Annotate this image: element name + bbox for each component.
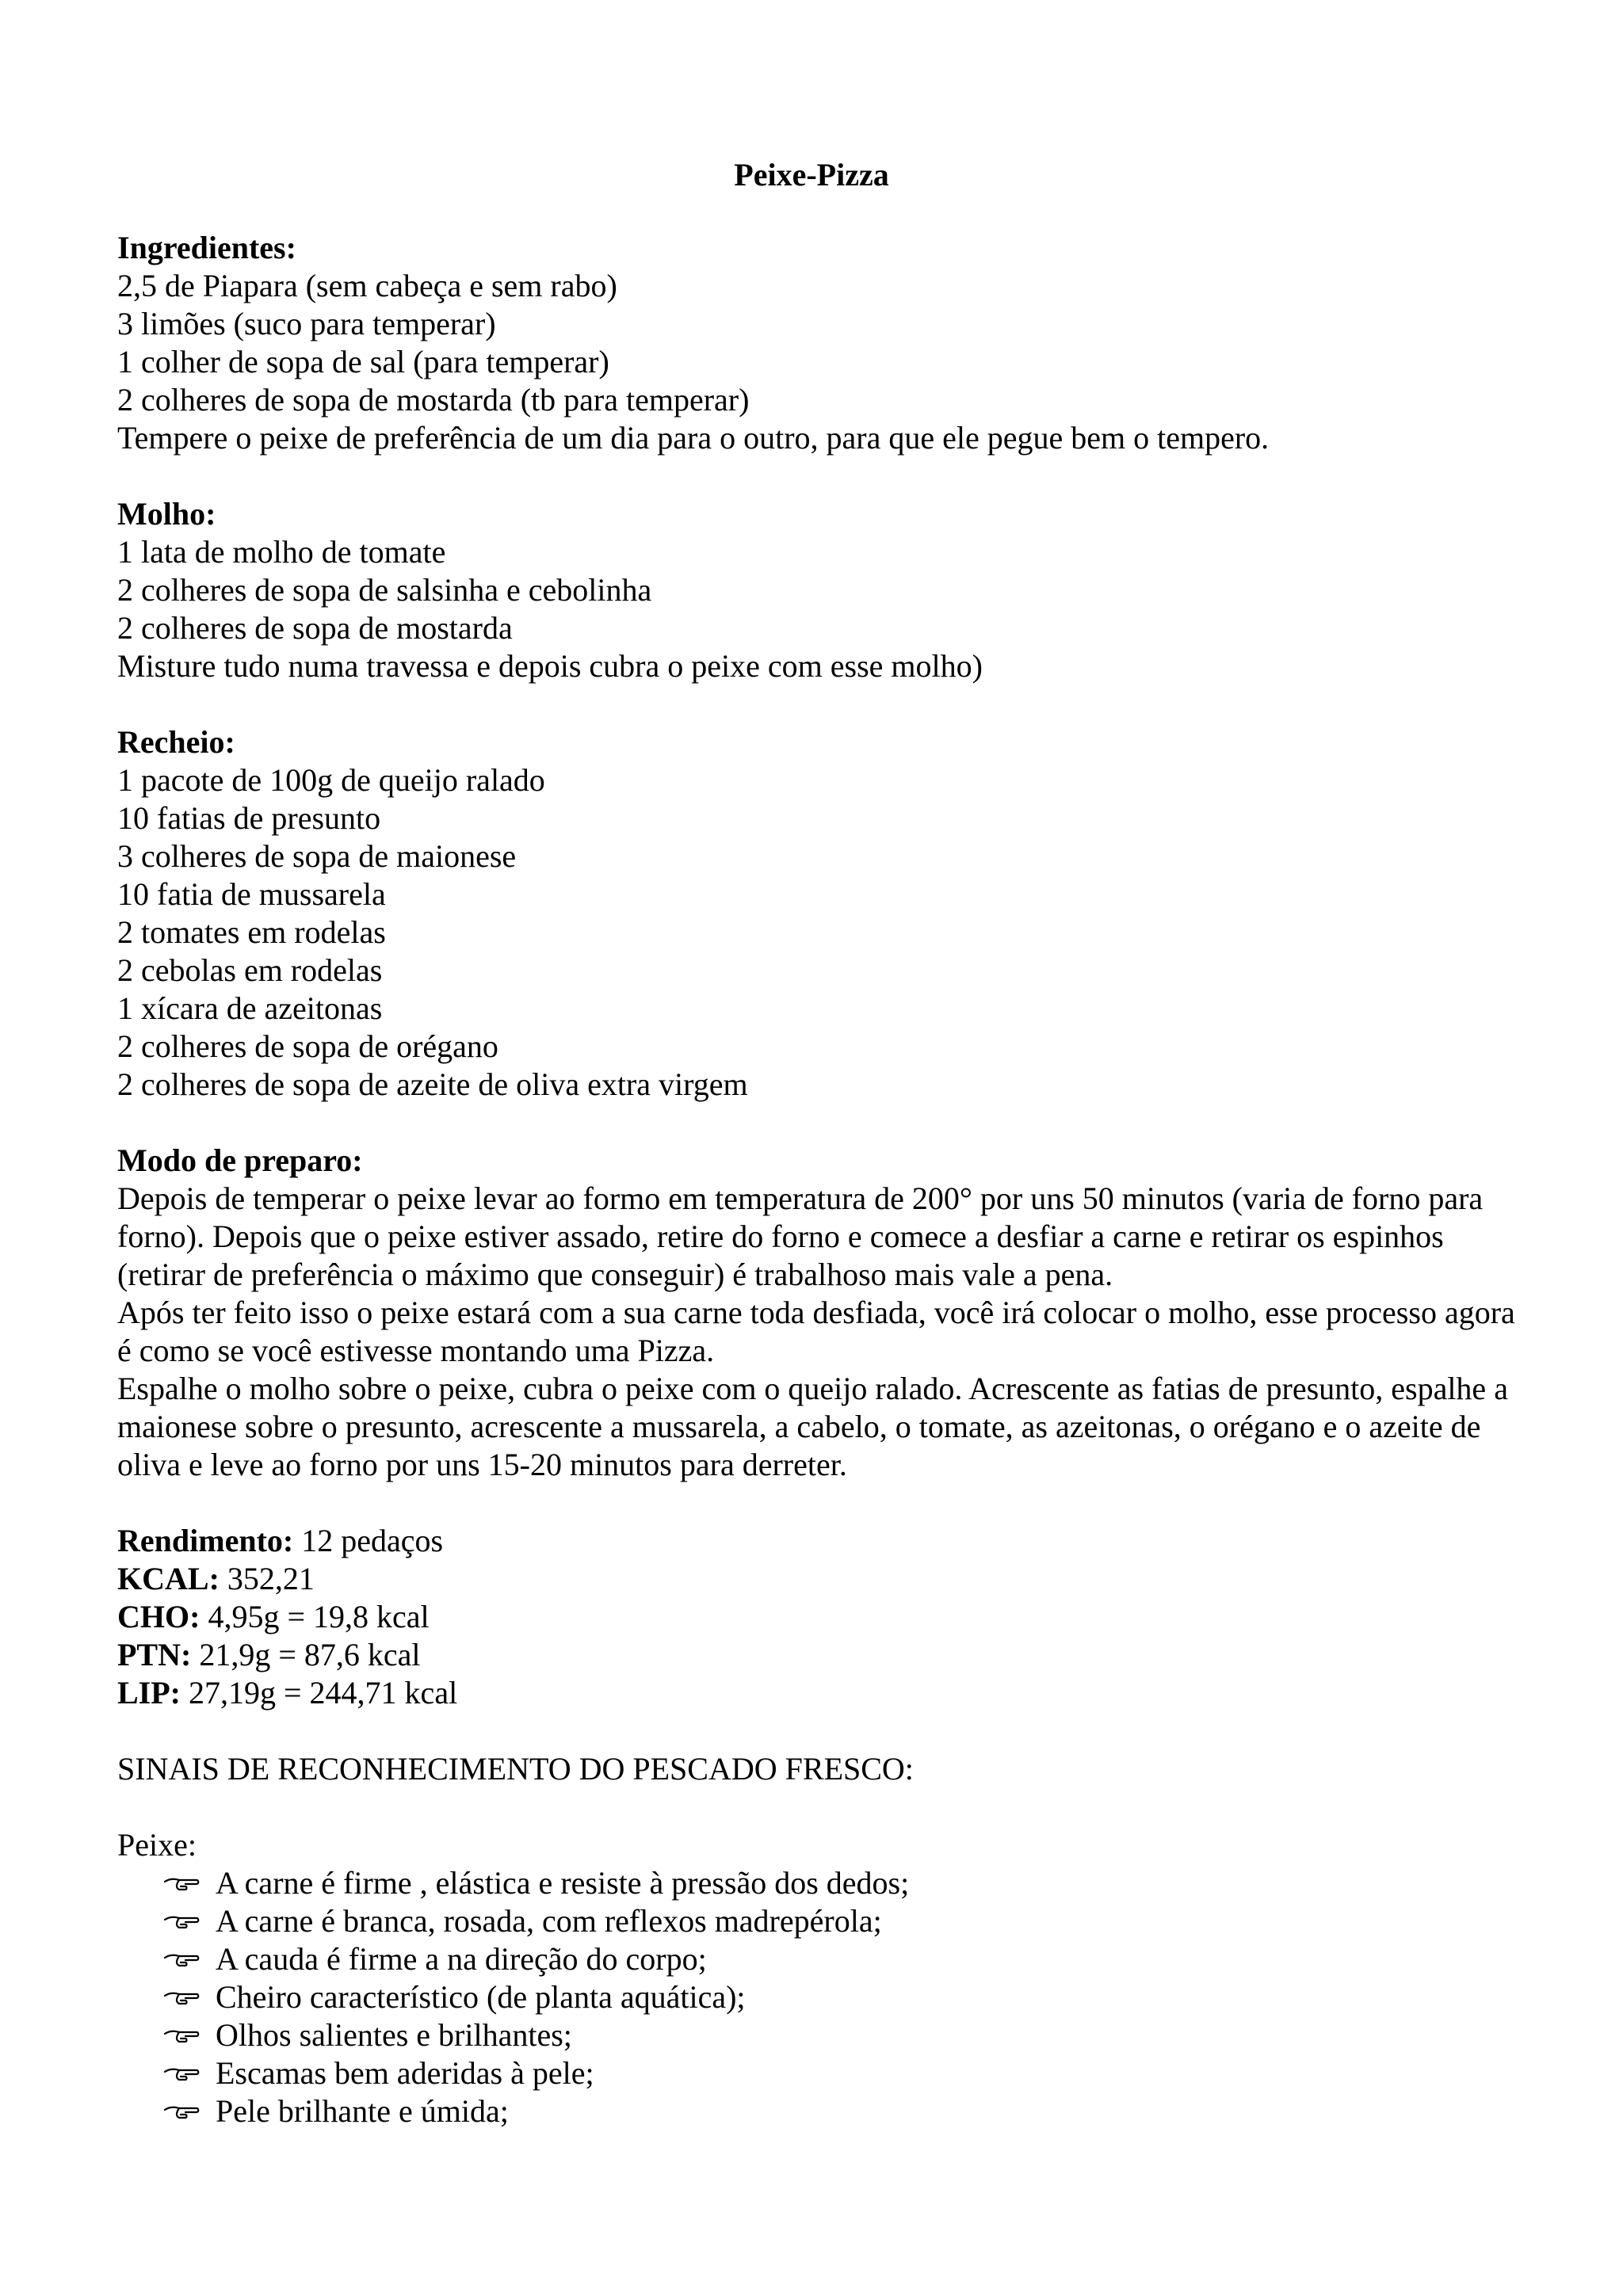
nutrition-label: Rendimento: — [117, 1523, 294, 1558]
list-item-text: A cauda é firme a na direção do corpo; — [216, 1941, 707, 1977]
nutrition-value: 12 pedaços — [293, 1523, 444, 1558]
nutrition-label: PTN: — [117, 1637, 192, 1672]
ingredient-line: 2 colheres de sopa de mostarda (tb para temperar) — [117, 382, 750, 418]
ingredient-line: 1 colher de sopa de sal (para temperar) — [117, 344, 609, 379]
list-item-text: Pele brilhante e úmida; — [216, 2093, 509, 2129]
pointing-hand-icon — [162, 1940, 201, 1978]
recheio-line: 1 pacote de 100g de queijo ralado — [117, 762, 545, 798]
recipe-content — [117, 229, 1528, 2130]
molho-note: Misture tudo numa travessa e depois cubra o peixe com esse molho) — [117, 648, 983, 684]
nutrition-label: CHO: — [117, 1599, 200, 1634]
nutrition-lip — [117, 1674, 1528, 1712]
list-item — [117, 2054, 1528, 2092]
sinais-heading: SINAIS DE RECONHECIMENTO DO PESCADO FRESCO: — [117, 1751, 914, 1787]
list-item-text: Olhos salientes e brilhantes; — [216, 2017, 572, 2053]
nutrition-kcal — [117, 1560, 1528, 1598]
recheio-line: 2 cebolas em rodelas — [117, 952, 383, 988]
ingredient-line: 2,5 de Piapara (sem cabeça e sem rabo) — [117, 268, 617, 303]
list-item-text: A carne é branca, rosada, com reflexos madrepérola; — [216, 1903, 882, 1939]
recheio-line: 1 xícara de azeitonas — [117, 990, 383, 1026]
nutrition-value: 27,19g = 244,71 kcal — [181, 1675, 458, 1711]
pointing-hand-icon — [162, 2016, 201, 2054]
pointing-hand-icon — [162, 2092, 201, 2130]
preparo-paragraph: Depois de temperar o peixe levar ao formo em temperatura de 200° por uns 50 minutos (varia de forno para forno). Depois que o peixe estiver assado, retire do forno e comece a desfiar a carne e retirar os espinhos (retirar de preferência o máximo que conseguir) é trabalhoso mais vale a pena. — [117, 1180, 1484, 1292]
nutrition-rendimento — [117, 1522, 1528, 1560]
recheio-line: 2 colheres de sopa de orégano — [117, 1028, 498, 1064]
sinais-list — [117, 1864, 1528, 2130]
preparo-paragraph: Após ter feito isso o peixe estará com a sua carne toda desfiada, você irá colocar o molho, esse processo agora é como se você estivesse montando uma Pizza. — [117, 1295, 1515, 1368]
recheio-line: 3 colheres de sopa de maionese — [117, 838, 517, 874]
ingredient-note: Tempere o peixe de preferência de um dia para o outro, para que ele pegue bem o tempero. — [117, 420, 1270, 456]
nutrition-label: LIP: — [117, 1675, 181, 1711]
nutrition-value: 4,95g = 19,8 kcal — [200, 1599, 430, 1634]
recheio-line: 2 colheres de sopa de azeite de oliva extra virgem — [117, 1066, 748, 1102]
ingredient-line: 3 limões (suco para temperar) — [117, 306, 496, 341]
molho-heading: Molho: — [117, 496, 216, 532]
nutrition-label: KCAL: — [117, 1561, 220, 1596]
recheio-line: 10 fatias de presunto — [117, 800, 381, 836]
list-item-text: Escamas bem aderidas à pele; — [216, 2055, 594, 2091]
nutrition-ptn — [117, 1636, 1528, 1674]
list-item — [117, 2092, 1528, 2130]
recheio-line: 2 tomates em rodelas — [117, 914, 386, 950]
list-item-text: Cheiro característico (de planta aquática); — [216, 1979, 746, 2015]
pointing-hand-icon — [162, 1978, 201, 2016]
list-item — [117, 1978, 1528, 2016]
pointing-hand-icon — [162, 1864, 201, 1902]
nutrition-value: 21,9g = 87,6 kcal — [191, 1637, 421, 1672]
list-item — [117, 1864, 1528, 1902]
nutrition-value: 352,21 — [219, 1561, 315, 1596]
list-item — [117, 1940, 1528, 1978]
molho-line: 2 colheres de sopa de mostarda — [117, 610, 513, 646]
molho-line: 2 colheres de sopa de salsinha e cebolinha — [117, 572, 652, 608]
list-item — [117, 2016, 1528, 2054]
modo-preparo-heading: Modo de preparo: — [117, 1142, 363, 1178]
recheio-heading: Recheio: — [117, 724, 235, 760]
molho-line: 1 lata de molho de tomate — [117, 534, 446, 570]
list-item — [117, 1902, 1528, 1940]
list-item-text: A carne é firme , elástica e resiste à pressão dos dedos; — [216, 1865, 910, 1901]
peixe-subheading: Peixe: — [117, 1827, 197, 1863]
ingredientes-heading: Ingredientes: — [117, 230, 296, 265]
recipe-title: Peixe-Pizza — [734, 157, 889, 193]
nutrition-cho — [117, 1598, 1528, 1636]
preparo-paragraph: Espalhe o molho sobre o peixe, cubra o peixe com o queijo ralado. Acrescente as fatias de presunto, espalhe a maionese sobre o presunto, acrescente a mussarela, a cabelo, o tomate, as azeitonas, o orégano e o azeite de oliva e leve ao forno por uns 15-20 minutos para derreter. — [117, 1371, 1508, 1482]
pointing-hand-icon — [162, 2054, 201, 2092]
pointing-hand-icon — [162, 1902, 201, 1940]
recheio-line: 10 fatia de mussarela — [117, 876, 386, 912]
